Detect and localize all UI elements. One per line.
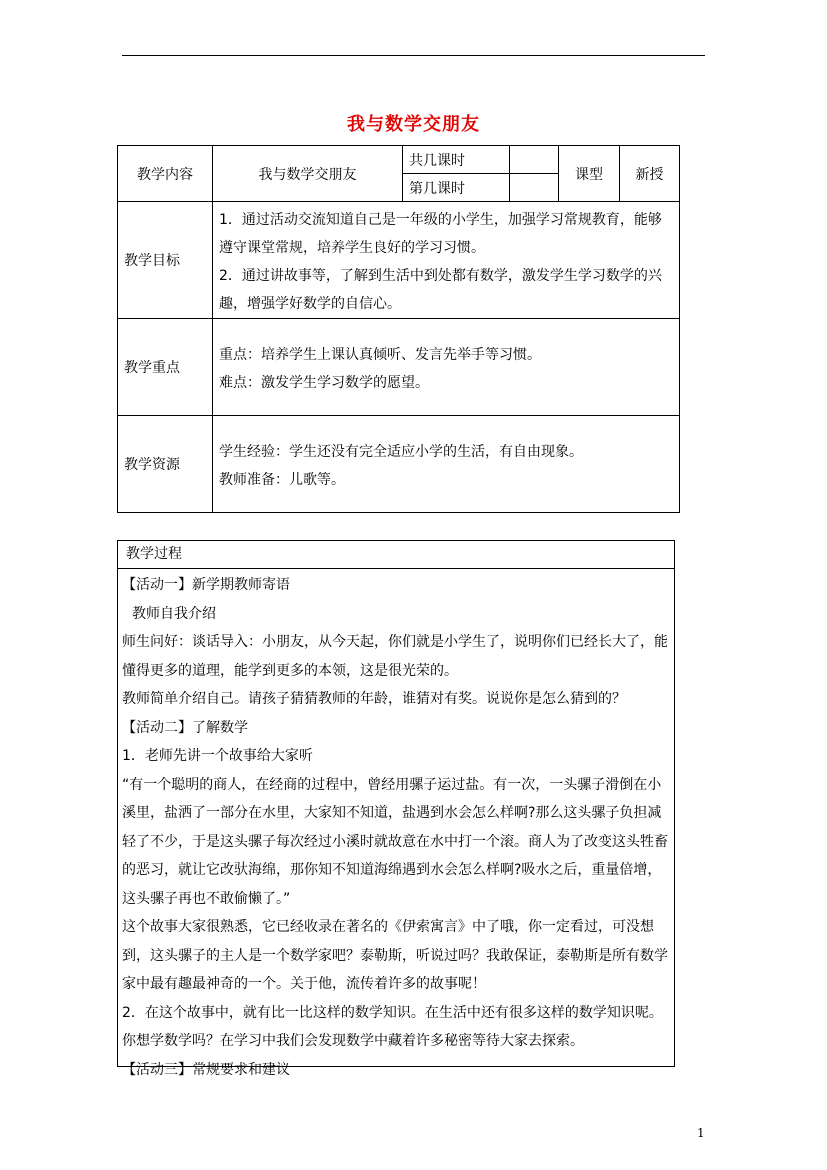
resources-cell xyxy=(213,416,680,513)
content-value: 我与数学交朋友 xyxy=(213,146,403,202)
focus-item: 重点：培养学生上课认真倾听、发言先举手等习惯。 xyxy=(219,347,541,363)
total-periods-value xyxy=(510,146,559,174)
process-heading: 教学过程 xyxy=(118,541,674,569)
activity-heading: 【活动二】了解数学 xyxy=(122,719,248,736)
goals-cell xyxy=(213,202,680,319)
content-label: 教学内容 xyxy=(118,146,213,202)
period-no-value xyxy=(510,174,559,202)
header-rule xyxy=(122,55,705,56)
story-paragraph: “有一个聪明的商人，在经商的过程中，曾经用骡子运过盐。有一次，一头骡子滑倒在小溪里，盐洒了一部分在水里，大家知不知道，盐遇到水会怎么样啊?那么这头骡子负担减轻了不少，于是这头骡子每次经过小溪时就故意在水中打一个滚。商人为了改变这头牲畜的恶习，就让它改驮海绵，那你知不知道海绵遇到水会怎么样啊?吸水之后，重量倍增，这头骡子再也不敢偷懒了。” xyxy=(122,776,668,907)
type-value: 新授 xyxy=(620,146,680,202)
activity-heading: 【活动三】常规要求和建议 xyxy=(122,1061,290,1078)
goals-label: 教学目标 xyxy=(118,202,213,319)
process-line: 1．老师先讲一个故事给大家听 xyxy=(122,748,313,764)
resource-item: 学生经验：学生还没有完全适应小学的生活，有自由现象。 xyxy=(219,444,583,460)
process-line: 2．在这个故事中，就有比一比这样的数学知识。在生活中还有很多这样的数学知识呢。你想学数学吗？在学习中我们会发现数学中藏着许多秘密等待大家去探索。 xyxy=(122,1004,663,1049)
lesson-info-table xyxy=(117,145,680,513)
focus-cell xyxy=(213,319,680,416)
process-line: 教师自我介绍 xyxy=(132,605,216,622)
goal-item: 2．通过讲故事等，了解到生活中到处都有数学，激发学生学习数学的兴趣，增强学好数学的自信心。 xyxy=(219,268,662,312)
period-no-label: 第几课时 xyxy=(403,174,510,202)
resources-label: 教学资源 xyxy=(118,416,213,513)
focus-item: 难点：激发学生学习数学的愿望。 xyxy=(219,375,429,391)
goal-item: 1．通过活动交流知道自己是一年级的小学生，加强学习常规教育，能够遵守课堂常规，培养学生良好的学习习惯。 xyxy=(219,212,662,256)
process-line: 教师简单介绍自己。请孩子猜猜教师的年龄，谁猜对有奖。说说你是怎么猜到的？ xyxy=(122,691,626,707)
total-periods-label: 共几课时 xyxy=(403,146,510,174)
document-title: 我与数学交朋友 xyxy=(347,114,480,135)
focus-label: 教学重点 xyxy=(118,319,213,416)
process-line: 师生问好：谈话导入：小朋友，从今天起，你们就是小学生了，说明你们已经长大了，能懂得更多的道理，能学到更多的本领，这是很光荣的。 xyxy=(122,634,668,679)
teaching-process-box xyxy=(117,540,675,1078)
type-label: 课型 xyxy=(559,146,620,202)
activity-heading: 【活动一】新学期教师寄语 xyxy=(122,577,290,593)
process-body xyxy=(118,569,674,1084)
resource-item: 教师准备：儿歌等。 xyxy=(219,472,345,488)
page-number: 1 xyxy=(697,1126,705,1140)
process-line: 这个故事大家很熟悉，它已经收录在著名的《伊索寓言》中了哦，你一定看过，可没想到，这头骡子的主人是一个数学家吧？泰勒斯，听说过吗？我敢保证，泰勒斯是所有数学家中最有趣最神奇的一个。关于他，流传着许多的故事呢！ xyxy=(122,919,668,992)
